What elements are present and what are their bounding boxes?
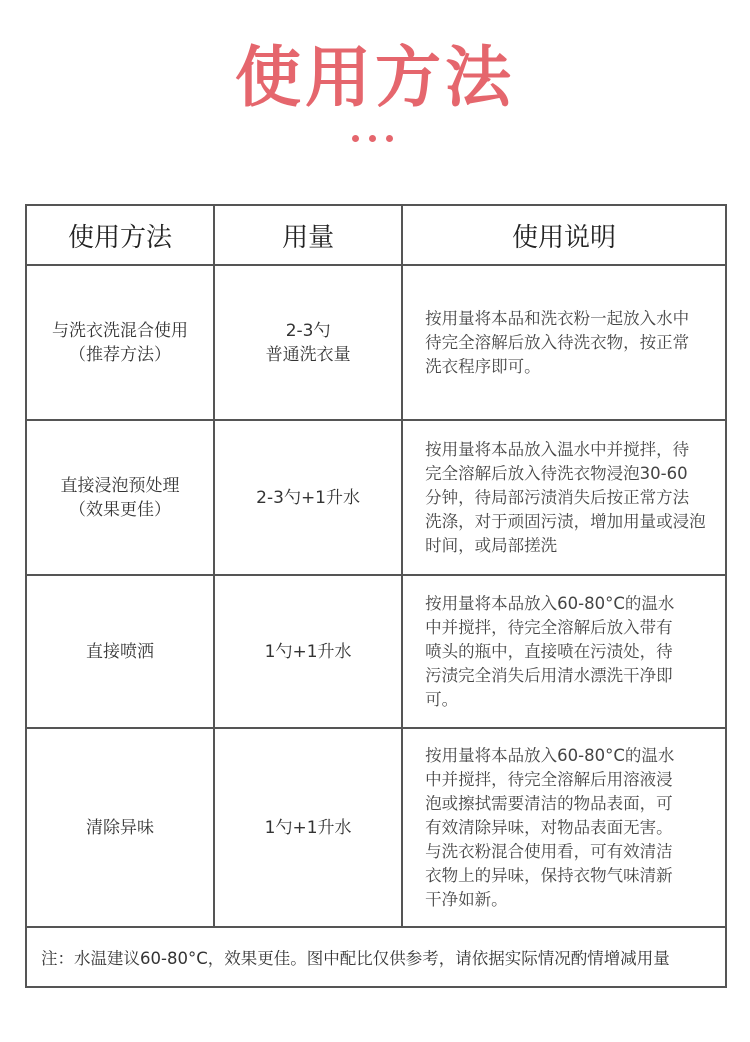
table-row	[26, 265, 726, 420]
table-row	[26, 420, 726, 575]
amount-cell: 1勺+1升水	[214, 728, 402, 927]
amount-cell: 1勺+1升水	[214, 575, 402, 728]
amount-cell: 2-3勺+1升水	[214, 420, 402, 575]
header-method: 使用方法	[26, 205, 214, 265]
table-row	[26, 575, 726, 728]
header-description: 使用说明	[402, 205, 726, 265]
amount-cell: 2-3勺 普通洗衣量	[214, 265, 402, 420]
method-cell: 直接喷洒	[26, 575, 214, 728]
decorative-dots	[350, 135, 400, 143]
table-row	[26, 728, 726, 927]
table-header-row	[26, 205, 726, 265]
header-amount: 用量	[214, 205, 402, 265]
note-row	[26, 927, 726, 987]
description-cell: 按用量将本品和洗衣粉一起放入水中 待完全溶解后放入待洗衣物，按正常 洗衣程序即可。	[402, 265, 726, 420]
method-cell: 与洗衣洗混合使用 （推荐方法）	[26, 265, 214, 420]
method-cell: 直接浸泡预处理 （效果更佳）	[26, 420, 214, 575]
description-cell: 按用量将本品放入温水中并搅拌，待 完全溶解后放入待洗衣物浸泡30-60 分钟，待局部污渍消失后按正常方法 洗涤，对于顽固污渍，增加用量或浸泡 时间，或局部搓洗	[402, 420, 726, 575]
description-cell: 按用量将本品放入60-80°C的温水 中并搅拌，待完全溶解后放入带有 喷头的瓶中，直接喷在污渍处，待 污渍完全消失后用清水漂洗干净即 可。	[402, 575, 726, 728]
page-title: 使用方法	[235, 39, 515, 116]
method-cell: 清除异味	[26, 728, 214, 927]
usage-table	[25, 204, 727, 988]
note-text: 注：水温建议60-80°C，效果更佳。图中配比仅供参考，请依据实际情况酌情增减用量	[26, 927, 726, 987]
dot-icon	[352, 135, 359, 142]
description-cell: 按用量将本品放入60-80°C的温水 中并搅拌，待完全溶解后用溶液浸 泡或擦拭需要清洁的物品表面，可 有效清除异味，对物品表面无害。 与洗衣粉混合使用看，可有效清洁 衣物上的异味，保持衣物气味清新 干净如新。	[402, 728, 726, 927]
dot-icon	[369, 135, 376, 142]
dot-icon	[386, 135, 393, 142]
